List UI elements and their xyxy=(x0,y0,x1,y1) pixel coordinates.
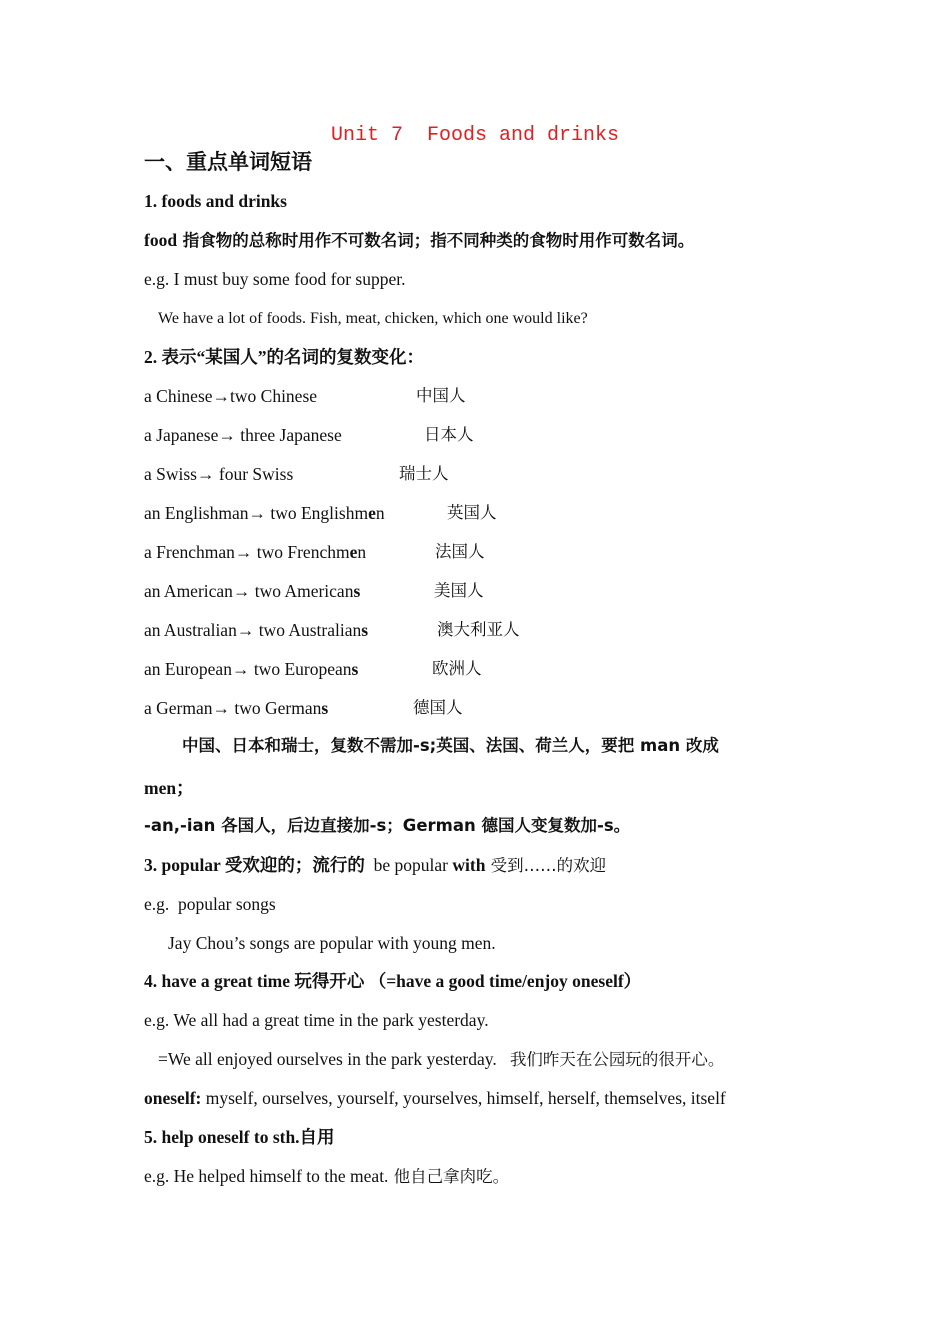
item4-example-1: e.g. We all had a great time in the park yesterday. xyxy=(144,1010,489,1030)
page-title: Unit 7 Foods and drinks xyxy=(330,124,620,147)
item4-example-2-en: =We all enjoyed ourselves in the park yesterday. xyxy=(158,1049,497,1069)
item4-example-2 xyxy=(158,1048,724,1071)
plural-form: an American→ two American xyxy=(144,581,354,601)
item3-example-1: e.g. popular songs xyxy=(144,894,276,914)
chinese-meaning: 中国人 xyxy=(416,386,466,405)
oneself-list: myself, ourselves, yourself, yourselves, himself, herself, themselves, itself xyxy=(201,1088,726,1108)
plural-rule-1-cont: men； xyxy=(144,778,194,798)
item3-line xyxy=(144,854,606,877)
plural-form: an Australian→ two Australian xyxy=(144,620,362,640)
plural-ending: s xyxy=(321,698,329,718)
chinese-meaning: 日本人 xyxy=(424,425,474,444)
list-item xyxy=(144,463,449,485)
plural-form: a Japanese→ three Japanese xyxy=(144,425,342,445)
list-item xyxy=(144,424,474,446)
item4-example-2-cn: 我们昨天在公园玩的很开心。 xyxy=(509,1050,725,1069)
section-heading: 一、重点单词短语 xyxy=(144,150,312,174)
plural-ending: e xyxy=(349,542,358,562)
item3-heading: 3. popular 受欢迎的；流行的 xyxy=(144,855,365,875)
item5-example-1 xyxy=(144,1165,509,1188)
chinese-meaning: 澳大利亚人 xyxy=(437,620,520,639)
plural-form: an European→ two European xyxy=(144,659,352,679)
chinese-meaning: 瑞士人 xyxy=(399,464,449,483)
item1-note xyxy=(144,229,694,252)
plural-ending: s xyxy=(361,620,369,640)
item3-phrase-c: 受到……的欢迎 xyxy=(485,856,607,875)
list-item xyxy=(144,580,484,602)
plural-tail: n xyxy=(357,542,367,562)
item1-note-cn: 指食物的总称时用作不可数名词；指不同种类的食物时用作可数名词。 xyxy=(177,231,695,250)
plural-rule-1: 中国、日本和瑞士，复数不需加-s;英国、法国、荷兰人，要把 man 改成 xyxy=(182,736,719,755)
item3-phrase-b: with xyxy=(452,855,486,875)
item2-heading-text: 2. 表示“某国人”的名词的复数变化： xyxy=(144,347,424,367)
plural-tail: n xyxy=(375,503,385,523)
item3-example-2: Jay Chou’s songs are popular with young men. xyxy=(168,933,496,953)
chinese-meaning: 美国人 xyxy=(434,581,484,600)
plural-form: a Chinese→two Chinese xyxy=(144,386,318,406)
plural-form: a Frenchman→ two Frenchm xyxy=(144,542,350,562)
item2-heading xyxy=(144,346,424,368)
list-item xyxy=(144,619,520,641)
item1-note-en: food xyxy=(144,230,178,250)
list-item xyxy=(144,697,463,719)
item3-phrase-a: be popular xyxy=(373,855,453,875)
item1-example-2: We have a lot of foods. Fish, meat, chicken, which one would like? xyxy=(158,310,588,327)
chinese-meaning: 欧洲人 xyxy=(432,659,482,678)
item5-example-cn: 他自己拿肉吃。 xyxy=(388,1167,510,1186)
plural-form: an Englishman→ two Englishm xyxy=(144,503,369,523)
list-item xyxy=(144,502,497,524)
chinese-meaning: 英国人 xyxy=(447,503,497,522)
list-item xyxy=(144,658,482,680)
item1-example-1: e.g. I must buy some food for supper. xyxy=(144,269,406,289)
chinese-meaning: 法国人 xyxy=(435,542,485,561)
chinese-meaning: 德国人 xyxy=(413,698,463,717)
oneself-label: oneself: xyxy=(144,1088,202,1108)
plural-ending: s xyxy=(353,581,361,601)
plural-rule-2: -an,-ian 各国人，后边直接加-s；German 德国人变复数加-s。 xyxy=(144,816,631,835)
list-item xyxy=(144,385,466,407)
item5-heading: 5. help oneself to sth.自用 xyxy=(144,1127,335,1147)
item1-heading: 1. foods and drinks xyxy=(144,191,287,211)
item4-heading: 4. have a great time 玩得开心 （=have a good time/enjoy oneself） xyxy=(144,971,642,991)
oneself-line xyxy=(144,1087,726,1109)
plural-form: a German→ two German xyxy=(144,698,322,718)
list-item xyxy=(144,541,485,563)
item5-example-en: e.g. He helped himself to the meat. xyxy=(144,1166,389,1186)
plural-form: a Swiss→ four Swiss xyxy=(144,464,294,484)
plural-ending: s xyxy=(351,659,359,679)
plural-ending: e xyxy=(368,503,376,523)
